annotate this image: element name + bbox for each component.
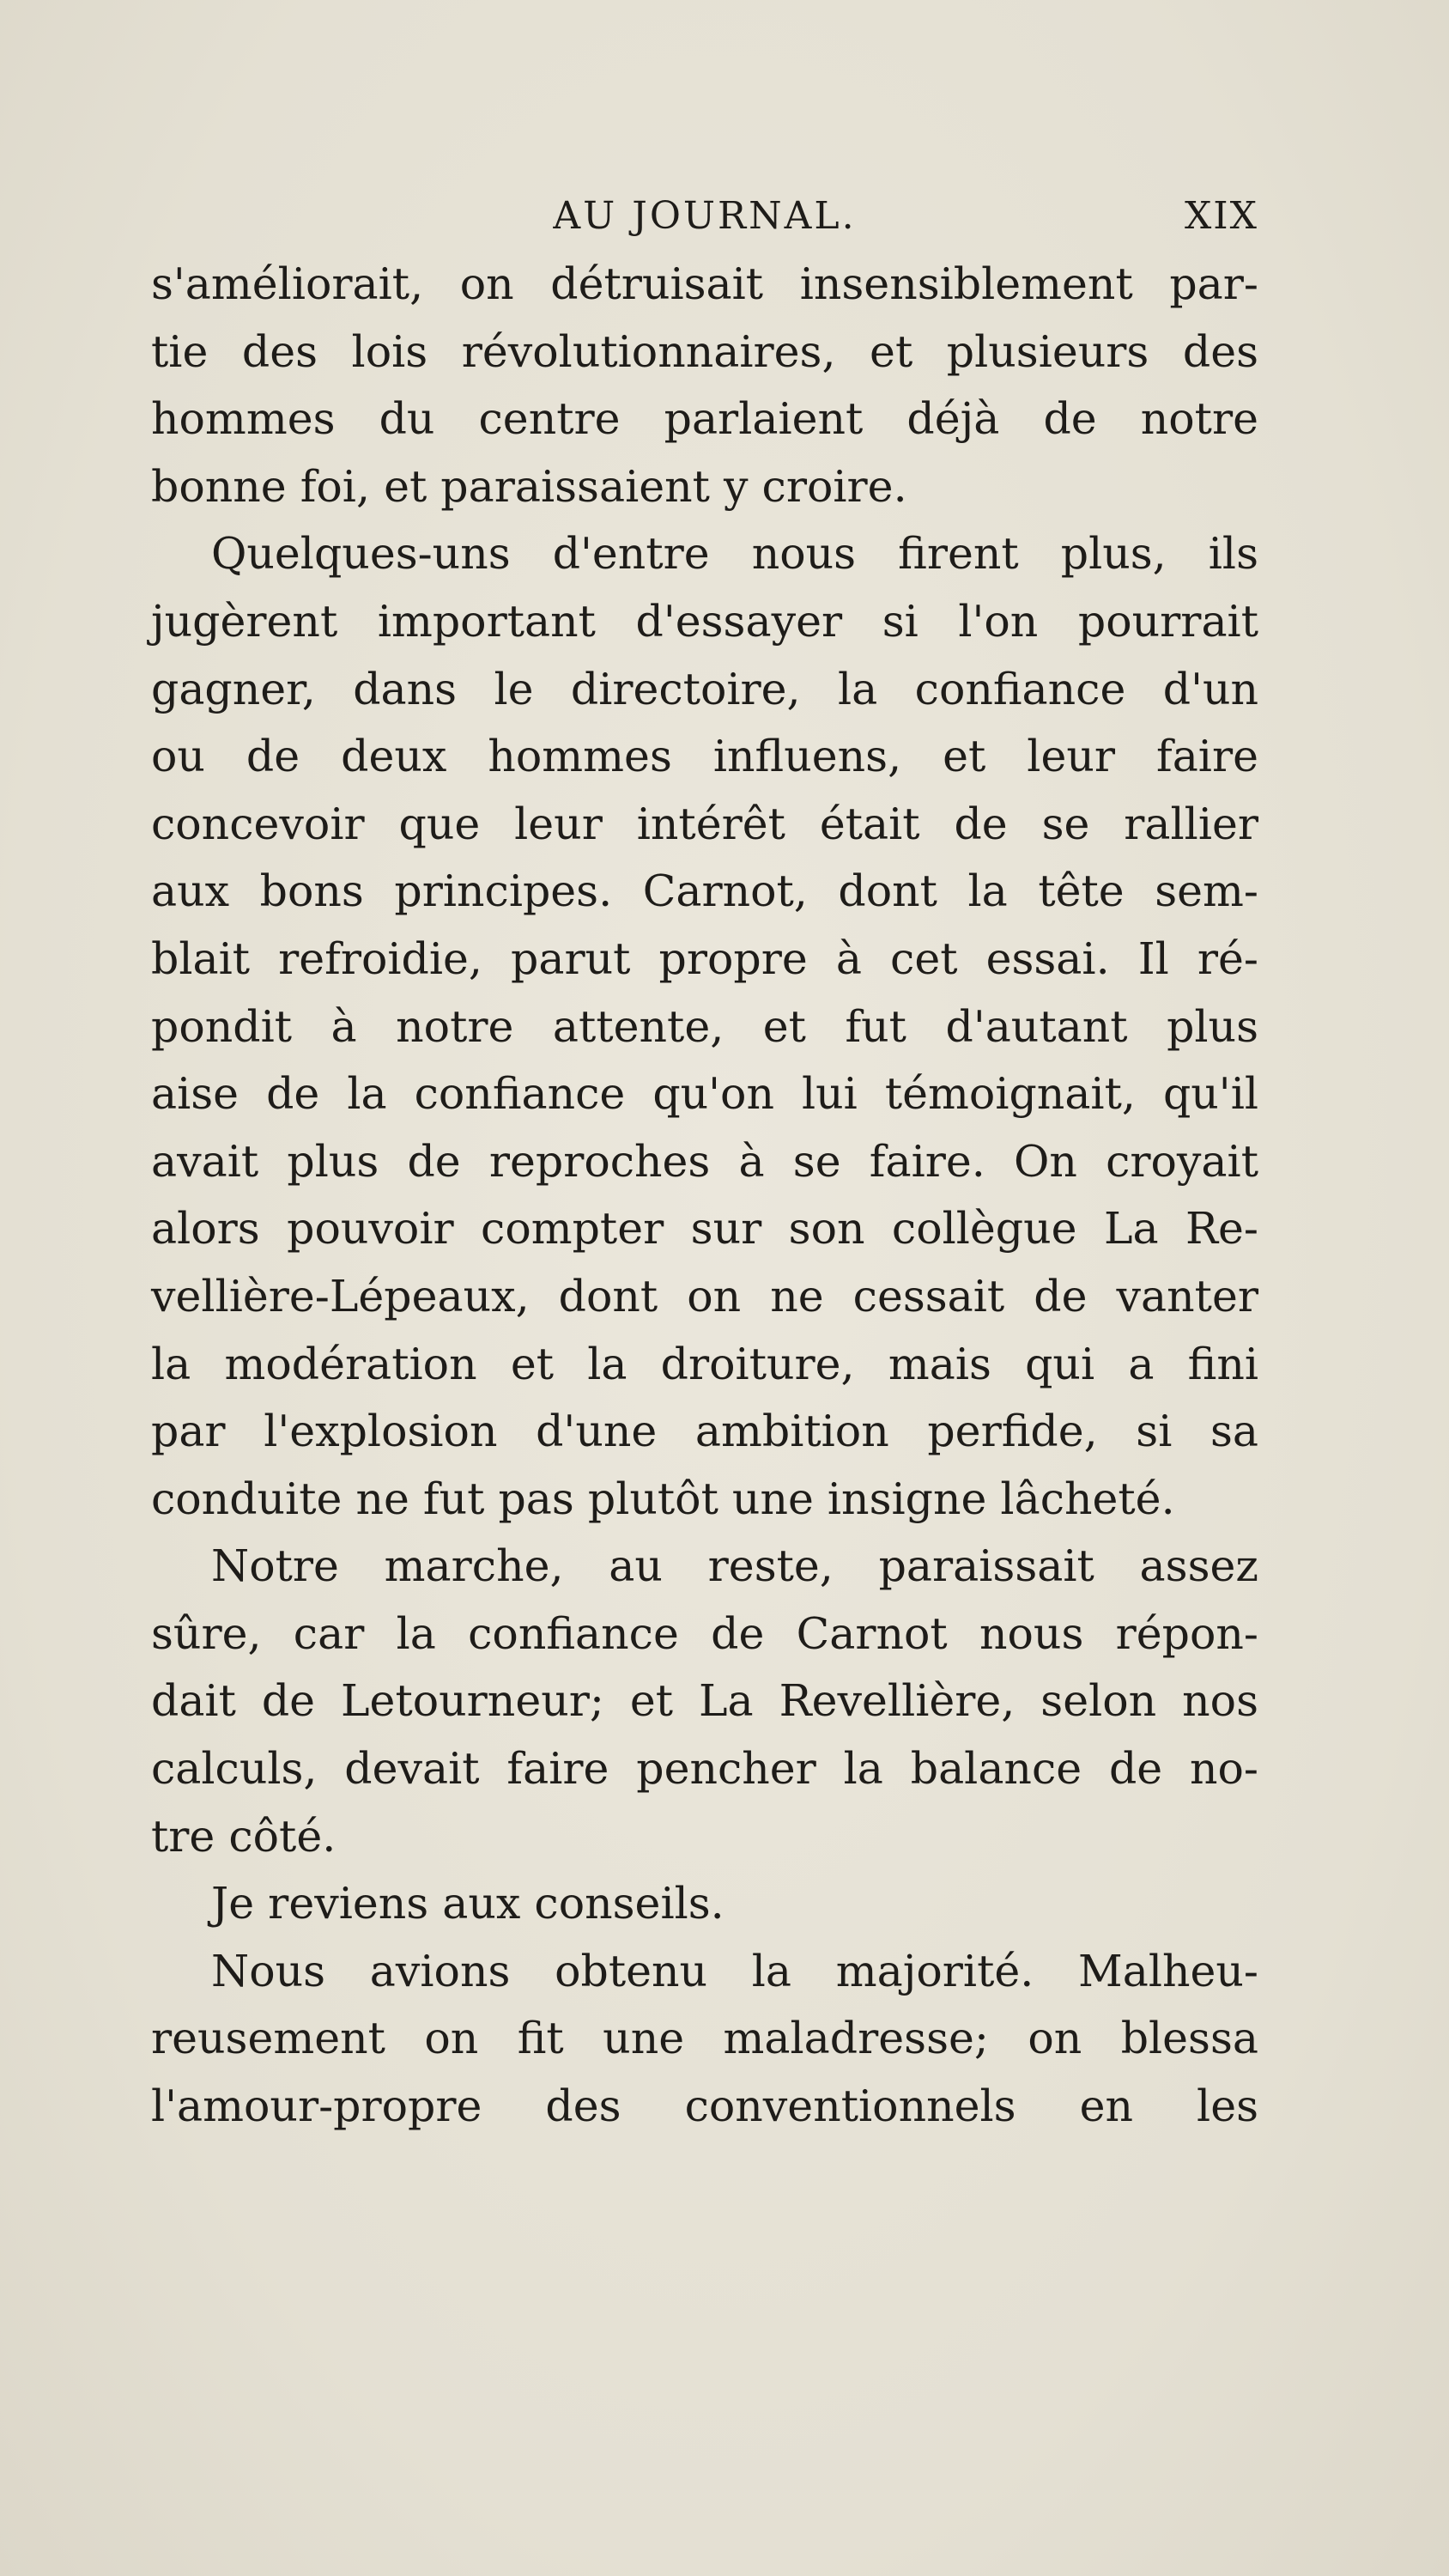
text-line: bonne foi, et paraissaient y croire. [151, 460, 907, 512]
page-number: XIX [1184, 194, 1258, 238]
text-line: conduite ne fut pas plutôt une insigne lâcheté. [151, 1473, 1175, 1524]
text-line: ou de deux hommes influens, et leur faire [151, 731, 1258, 782]
text-line: blait refroidie, parut propre à cet essai. Il ré- [151, 933, 1258, 984]
text-line: pondit à notre attente, et fut d'autant plus [151, 1000, 1258, 1052]
text-line: calculs, devait faire pencher la balance de no- [151, 1743, 1258, 1795]
text-line: dait de Letourneur; et La Revellière, selon nos [151, 1675, 1258, 1727]
text-line: tre côté. [151, 1810, 336, 1862]
text-line: sûre, car la confiance de Carnot nous répon- [151, 1607, 1258, 1659]
text-line: la modération et la droiture, mais qui a fini [151, 1338, 1258, 1389]
text-line: gagner, dans le directoire, la confiance d'un [151, 663, 1258, 714]
text-line: jugèrent important d'essayer si l'on pourrait [151, 595, 1258, 647]
text-line: avait plus de reproches à se faire. On croyait [151, 1135, 1258, 1187]
text-line: vellière-Lépeaux, dont on ne cessait de vanter [151, 1270, 1258, 1321]
text-line: Quelques-uns d'entre nous firent plus, ils [211, 528, 1258, 580]
text-line: Notre marche, au reste, paraissait assez [211, 1540, 1258, 1592]
running-head [151, 191, 1258, 242]
text-line: hommes du centre parlaient déjà de notre [151, 393, 1258, 445]
text-line: concevoir que leur intérêt était de se rallier [151, 798, 1258, 849]
text-line: s'améliorait, on détruisait insensiblement par- [151, 258, 1258, 309]
text-line: Je reviens aux conseils. [211, 1878, 724, 1929]
text-line: Nous avions obtenu la majorité. Malheu- [211, 1945, 1258, 1996]
body-text [151, 251, 1258, 2141]
text-line: par l'explosion d'une ambition perfide, si sa [151, 1406, 1258, 1457]
text-line: l'amour-propre des conventionnels en les [151, 2081, 1258, 2132]
running-title: AU JOURNAL. [553, 194, 857, 238]
text-line: tie des lois révolutionnaires, et plusieurs des [151, 325, 1258, 377]
text-line: reusement on fit une maladresse; on blessa [151, 2013, 1258, 2064]
text-line: aise de la confiance qu'on lui témoignait, qu'il [151, 1068, 1258, 1120]
text-line: alors pouvoir compter sur son collègue La Re- [151, 1203, 1258, 1255]
text-line: aux bons principes. Carnot, dont la tête sem- [151, 866, 1258, 917]
